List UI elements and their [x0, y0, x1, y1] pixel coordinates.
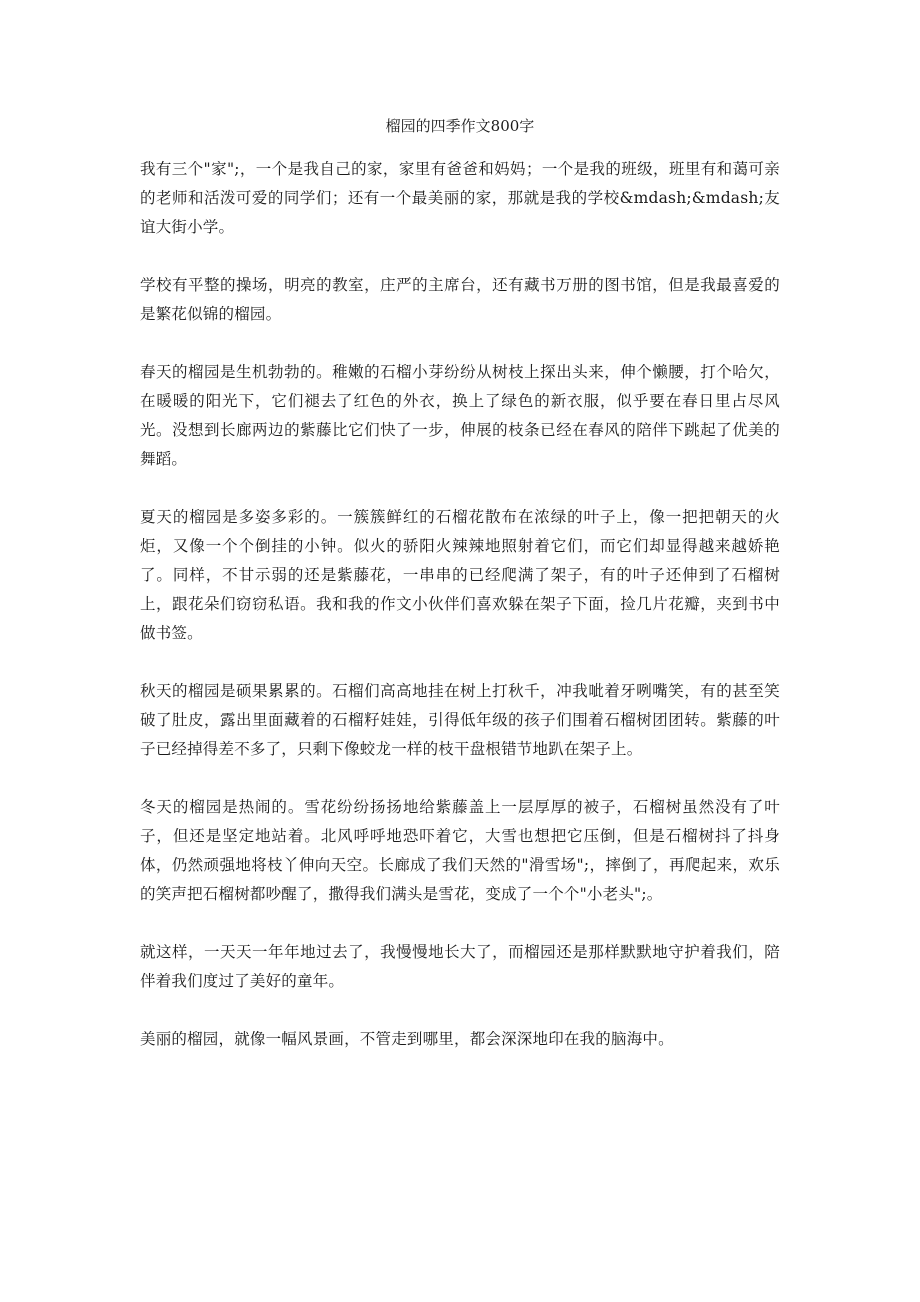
paragraph-intro: 我有三个"家";，一个是我自己的家，家里有爸爸和妈妈；一个是我的班级，班里有和蔼可亲的老师和活泼可爱的同学们；还有一个最美丽的家，那就是我的学校&mdash;&mdash;友谊大街小学。	[140, 160, 780, 236]
document-body	[140, 155, 780, 1083]
paragraph-spring: 春天的榴园是生机勃勃的。稚嫩的石榴小芽纷纷从树枝上探出头来，伸个懒腰，打个哈欠，在暖暖的阳光下，它们褪去了红色的外衣，换上了绿色的新衣服，似乎要在春日里占尽风光。没想到长廊两边的紫藤比它们快了一步，伸展的枝条已经在春风的陪伴下跳起了优美的舞蹈。	[140, 363, 780, 468]
paragraph-growth: 就这样，一天天一年年地过去了，我慢慢地长大了，而榴园还是那样默默地守护着我们，陪伴着我们度过了美好的童年。	[140, 943, 780, 990]
paragraph-conclusion: 美丽的榴园，就像一幅风景画，不管走到哪里，都会深深地印在我的脑海中。	[140, 1030, 674, 1048]
paragraph-winter: 冬天的榴园是热闹的。雪花纷纷扬扬地给紫藤盖上一层厚厚的被子，石榴树虽然没有了叶子，但还是坚定地站着。北风呼呼地恐吓着它，大雪也想把它压倒，但是石榴树抖了抖身体，仍然顽强地将枝丫伸向天空。长廊成了我们天然的"滑雪场";，摔倒了，再爬起来，欢乐的笑声把石榴树都吵醒了，撒得我们满头是雪花，变成了一个个"小老头";。	[140, 798, 780, 903]
document-title: 榴园的四季作文800字	[385, 117, 535, 135]
paragraph-school: 学校有平整的操场，明亮的教室，庄严的主席台，还有藏书万册的图书馆，但是我最喜爱的是繁花似锦的榴园。	[140, 276, 780, 323]
paragraph-autumn: 秋天的榴园是硕果累累的。石榴们高高地挂在树上打秋千，冲我呲着牙咧嘴笑，有的甚至笑破了肚皮，露出里面藏着的石榴籽娃娃，引得低年级的孩子们围着石榴树团团转。紫藤的叶子已经掉得差不多了，只剩下像蛟龙一样的枝干盘根错节地趴在架子上。	[140, 682, 780, 758]
paragraph-summer: 夏天的榴园是多姿多彩的。一簇簇鲜红的石榴花散布在浓绿的叶子上，像一把把朝天的火炬，又像一个个倒挂的小钟。似火的骄阳火辣辣地照射着它们，而它们却显得越来越娇艳了。同样，不甘示弱的还是紫藤花，一串串的已经爬满了架子，有的叶子还伸到了石榴树上，跟花朵们窃窃私语。我和我的作文小伙伴们喜欢躲在架子下面，捡几片花瓣，夹到书中做书签。	[140, 508, 780, 642]
